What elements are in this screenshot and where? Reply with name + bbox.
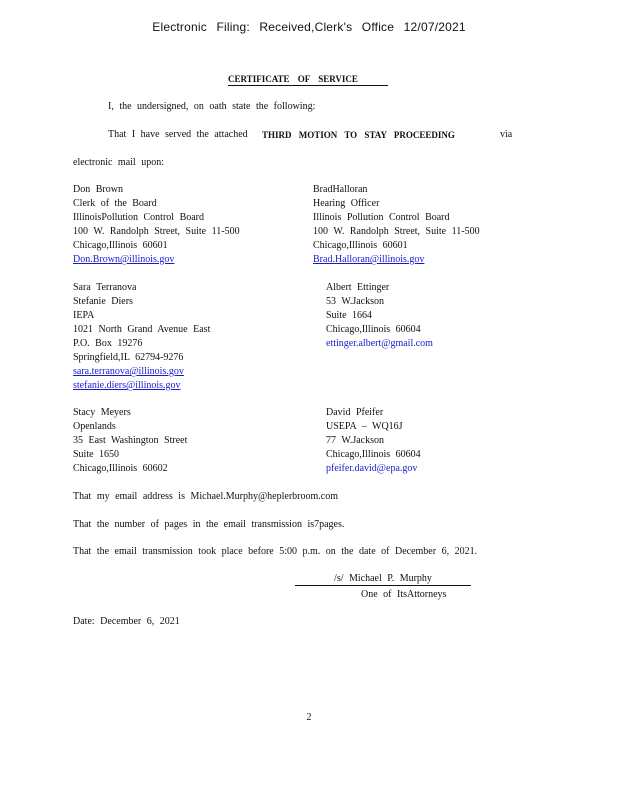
- recipient-block: [326, 406, 421, 476]
- recipient-block: [326, 281, 433, 351]
- recipient-line: Chicago,Illinois 60601: [73, 240, 168, 251]
- recipient-block: [73, 281, 210, 393]
- pages-statement: That the number of pages in the email transmission is7pages.: [73, 519, 345, 530]
- recipient-email-link[interactable]: Don.Brown@illinois.gov: [73, 254, 175, 265]
- recipient-block: [73, 183, 240, 267]
- recipient-block: [73, 406, 187, 476]
- recipient-line: Suite 1664: [326, 310, 373, 321]
- recipient-email-link[interactable]: stefanie.diers@illinois.gov: [73, 380, 181, 391]
- recipient-line: Sara Terranova: [73, 282, 137, 293]
- email-address-statement: That my email address is Michael.Murphy@heplerbroom.com: [73, 491, 338, 502]
- recipient-line: 100 W. Randolph Street, Suite 11-500: [313, 226, 480, 237]
- recipient-line: BradHalloran: [313, 184, 368, 195]
- recipient-line: 1021 North Grand Avenue East: [73, 324, 211, 335]
- recipient-email[interactable]: ettinger.albert@gmail.com: [326, 338, 433, 349]
- served-document-title: THIRD MOTION TO STAY PROCEEDING: [262, 130, 455, 140]
- transmission-time-statement: That the email transmission took place before 5:00 p.m. on the date of December 6, 2021.: [73, 546, 478, 557]
- recipient-line: USEPA – WQ16J: [326, 421, 403, 432]
- recipient-line: Don Brown: [73, 184, 123, 195]
- recipient-line: Illinois Pollution Control Board: [313, 212, 450, 223]
- recipient-line: Stefanie Diers: [73, 296, 133, 307]
- certificate-title: CERTIFICATE OF SERVICE: [228, 74, 388, 86]
- recipient-line: IEPA: [73, 310, 95, 321]
- recipient-line: Chicago,Illinois 60604: [326, 449, 421, 460]
- served-continuation: electronic mail upon:: [73, 157, 164, 168]
- served-prefix: That I have served the attached: [108, 129, 248, 140]
- recipient-line: Suite 1650: [73, 449, 120, 460]
- recipient-line: 35 East Washington Street: [73, 435, 188, 446]
- filing-header: Electronic Filing: Received,Clerk's Office 12/07/2021: [152, 20, 466, 34]
- recipient-line: Chicago,Illinois 60601: [313, 240, 408, 251]
- recipient-block: [313, 183, 480, 267]
- recipient-line: Chicago,Illinois 60602: [73, 463, 168, 474]
- recipient-email-link[interactable]: Brad.Halloran@illinois.gov: [313, 254, 425, 265]
- page-number: 2: [306, 712, 312, 723]
- recipient-line: Hearing Officer: [313, 198, 380, 209]
- date-line: Date: December 6, 2021: [73, 616, 180, 627]
- signature-line: /s/ Michael P. Murphy: [295, 573, 471, 586]
- recipient-line: IllinoisPollution Control Board: [73, 212, 205, 223]
- recipient-line: Openlands: [73, 421, 116, 432]
- signature-role: One of ItsAttorneys: [361, 589, 447, 600]
- recipient-line: 100 W. Randolph Street, Suite 11-500: [73, 226, 240, 237]
- served-suffix: via: [500, 129, 513, 140]
- recipient-email-link[interactable]: sara.terranova@illinois.gov: [73, 366, 184, 377]
- recipient-line: Chicago,Illinois 60604: [326, 324, 421, 335]
- recipient-line: Clerk of the Board: [73, 198, 157, 209]
- recipient-line: David Pfeifer: [326, 407, 384, 418]
- recipient-line: Albert Ettinger: [326, 282, 390, 293]
- recipient-line: 53 W.Jackson: [326, 296, 384, 307]
- recipient-email[interactable]: pfeifer.david@epa.gov: [326, 463, 418, 474]
- recipient-line: 77 W.Jackson: [326, 435, 384, 446]
- intro-paragraph: I, the undersigned, on oath state the following:: [108, 101, 316, 112]
- recipient-line: Springfield,IL 62794-9276: [73, 352, 184, 363]
- recipient-line: Stacy Meyers: [73, 407, 131, 418]
- recipient-line: P.O. Box 19276: [73, 338, 143, 349]
